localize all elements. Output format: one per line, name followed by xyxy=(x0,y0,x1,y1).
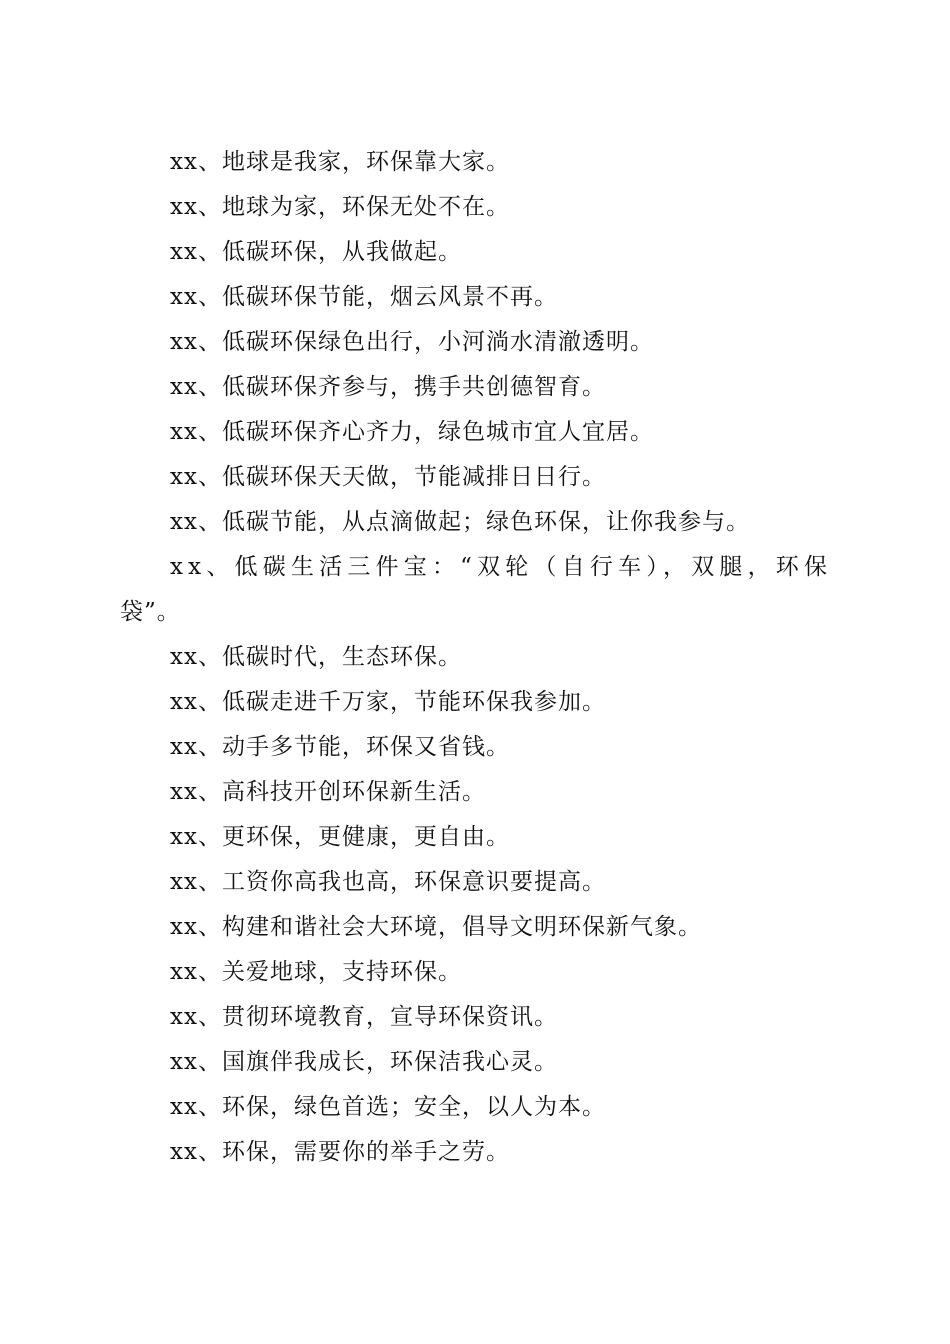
slogan-line: xx、关爱地球，支持环保。 xyxy=(170,959,462,985)
slogan-line: xx、低碳节能，从点滴做起；绿色环保，让你我参与。 xyxy=(170,509,750,535)
slogan-line: xx、动手多节能，环保又省钱。 xyxy=(170,734,510,760)
slogan-line: xx、环保，绿色首选；安全，以人为本。 xyxy=(170,1094,606,1120)
slogan-line: xx、低碳环保节能，烟云风景不再。 xyxy=(170,284,558,310)
slogan-line: xx、低碳生活三件宝：“双轮（自行车），双腿，环保 xyxy=(170,554,833,580)
slogan-line: xx、构建和谐社会大环境，倡导文明环保新气象。 xyxy=(170,914,702,940)
slogan-line: xx、低碳环保天天做，节能减排日日行。 xyxy=(170,464,606,490)
slogan-line: xx、工资你高我也高，环保意识要提高。 xyxy=(170,869,606,895)
slogan-line: xx、地球是我家，环保靠大家。 xyxy=(170,149,510,175)
slogan-line: xx、低碳环保齐参与，携手共创德智育。 xyxy=(170,374,606,400)
slogan-line: xx、更环保，更健康，更自由。 xyxy=(170,824,510,850)
document-body xyxy=(120,140,833,1175)
slogan-line: xx、低碳环保齐心齐力，绿色城市宜人宜居。 xyxy=(170,419,654,445)
slogan-line: xx、低碳环保绿色出行，小河淌水清澈透明。 xyxy=(170,329,654,355)
slogan-line: xx、贯彻环境教育，宣导环保资讯。 xyxy=(170,1004,558,1030)
slogan-line: xx、环保，需要你的举手之劳。 xyxy=(170,1139,510,1165)
slogan-line: xx、低碳时代，生态环保。 xyxy=(170,644,462,670)
slogan-line: xx、低碳走进千万家，节能环保我参加。 xyxy=(170,689,606,715)
slogan-line: xx、高科技开创环保新生活。 xyxy=(170,779,486,805)
slogan-line: xx、国旗伴我成长，环保洁我心灵。 xyxy=(170,1049,558,1075)
slogan-line-continuation: 袋”。 xyxy=(120,599,181,625)
slogan-line: xx、地球为家，环保无处不在。 xyxy=(170,194,510,220)
slogan-line: xx、低碳环保，从我做起。 xyxy=(170,239,462,265)
